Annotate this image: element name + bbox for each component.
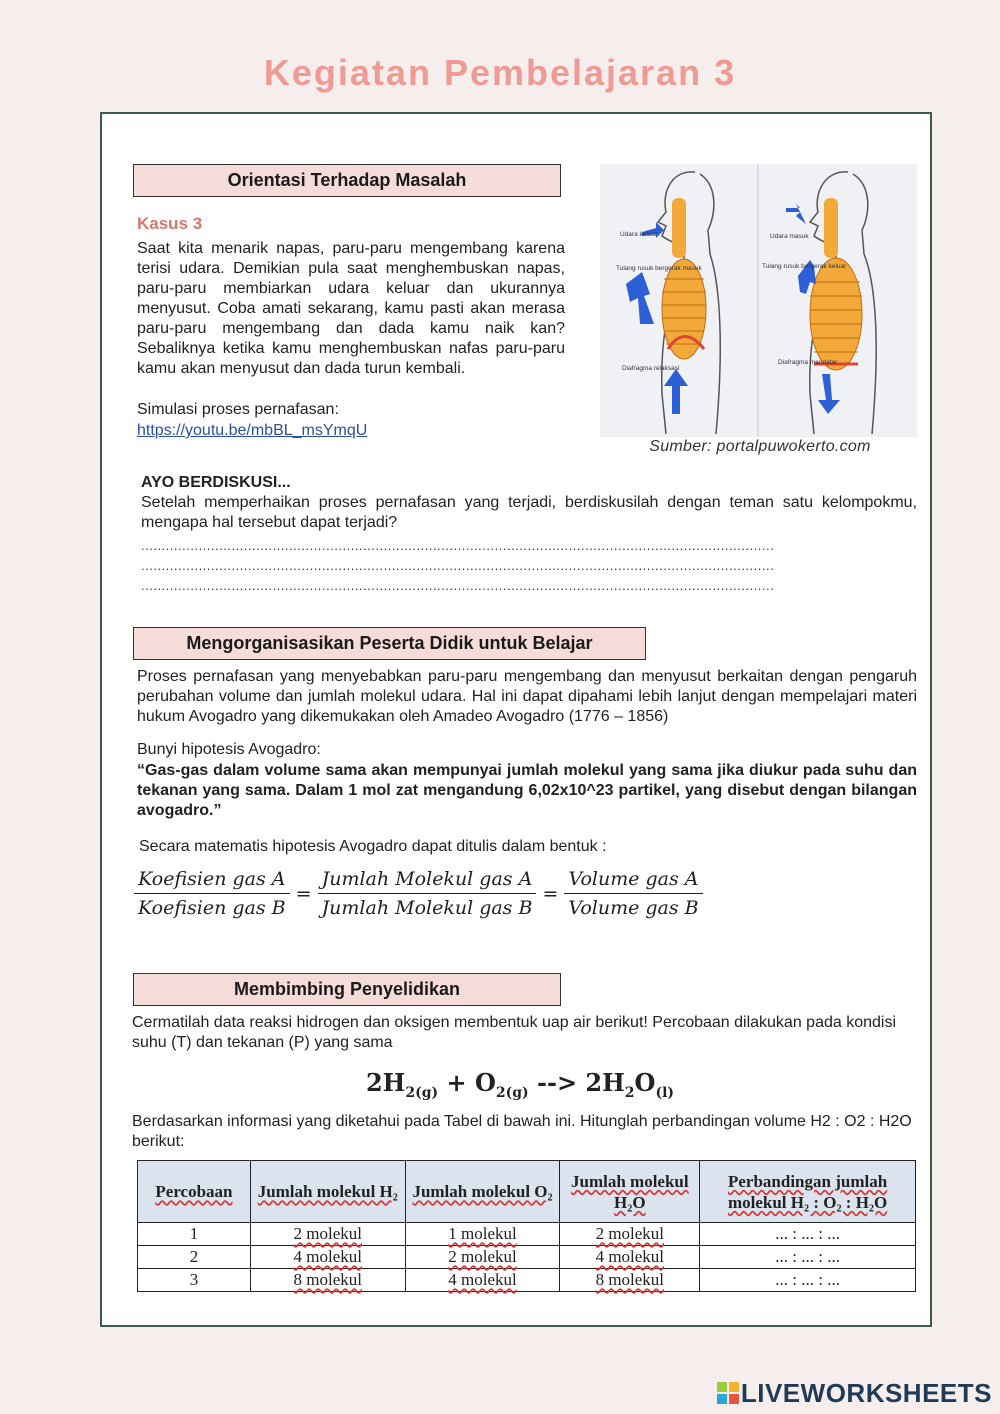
avogadro-formula [134,868,703,919]
answer-line-3[interactable]: .......................................................................................................................................................... [141,578,775,593]
discussion-text: Setelah memperhaikan proses pernafasan yang terjadi, berdiskusilah dengan teman satu kelompokmu, mengapa hal tersebut dapat terjadi? [141,494,917,531]
answer-line-2[interactable]: .......................................................................................................................................................... [141,558,775,573]
header-h2o: Jumlah molekul H₂O [560,1161,700,1223]
section-header-orientasi: Orientasi Terhadap Masalah [133,164,561,197]
logo-icon [717,1382,739,1404]
cell-o2: 2 molekul [405,1246,560,1269]
math-label: Secara matematis hipotesis Avogadro dapat ditulis dalam bentuk : [139,838,607,855]
equals-sign: = [542,882,559,905]
simulation-link[interactable]: https://youtu.be/mbBL_msYmqU [137,422,368,439]
case-text: Saat kita menarik napas, paru-paru mengembang karena terisi udara. Demikian pula saat menghembuskan napas, paru-paru membiarkan udara keluar dan ukurannya menyusut. Coba amati sekarang, kamu pasti akan merasa paru-paru mengembang dan dada kamu naik kan? Sebaliknya ketika kamu menghembuskan nafas paru-paru kamu akan menyusut dan dada turun kembali. [137,240,565,377]
fraction-molecules [318,868,537,919]
label-air-in: Udara masuk [770,233,809,240]
cell-trial: 1 [138,1223,251,1246]
simulation-label: Simulasi proses pernafasan: [137,401,339,418]
cell-o2: 1 molekul [405,1223,560,1246]
cell-trial: 2 [138,1246,251,1269]
cell-ratio-input[interactable]: ... : ... : ... [700,1269,916,1292]
breathing-diagram [600,164,917,437]
cell-ratio-input[interactable]: ... : ... : ... [700,1246,916,1269]
cell-h2: 8 molekul [250,1269,405,1292]
section3-intro: Cermatilah data reaksi hidrogen dan oksigen membentuk uap air berikut! Percobaan dilakukan pada kondisi suhu (T) dan tekanan (P) yang sama [132,1014,897,1051]
hypothesis-statement: “Gas-gas dalam volume sama akan mempunyai jumlah molekul yang sama jika diukur pada suhu dan tekanan yang sama. Dalam 1 mol zat mengandung 6,02x10^23 partikel, yang disebut dengan bilangan avogadro.” [137,762,917,819]
cell-h2o: 4 molekul [560,1246,700,1269]
header-ratio: Perbandingan jumlah molekul H₂ : O₂ : H₂O [700,1161,916,1223]
fraction-volume [564,868,702,919]
page-title: Kegiatan Pembelajaran 3 [263,52,737,93]
cell-h2: 2 molekul [250,1223,405,1246]
exhale-figure [626,172,720,434]
discussion-title: AYO BERDISKUSI... [141,474,291,491]
liveworksheets-logo[interactable] [717,1378,992,1409]
volume-numerator: Volume gas A [564,868,702,894]
fraction-coefficient [134,868,290,919]
molecules-denominator: Jumlah Molekul gas B [321,897,533,919]
cell-h2o: 2 molekul [560,1223,700,1246]
table-header-row [138,1161,916,1223]
header-h2: Jumlah molekul H₂ [250,1161,405,1223]
answer-line-1[interactable]: .......................................................................................................................................................... [141,538,775,553]
label-air-out: Udara keluar [620,231,658,238]
brand-name: LIVEWORKSHEETS [740,1378,992,1408]
table-question: Berdasarkan informasi yang diketahui pada Tabel di bawah ini. Hitunglah perbandingan volume H2 : O2 : H2O berikut: [132,1113,912,1150]
label-ribs-in: Tulang rusuk bergerak masuk [616,265,702,272]
breathing-illustration [600,164,917,437]
coefficient-denominator: Koefisien gas B [138,897,286,919]
molecules-numerator: Jumlah Molekul gas A [318,868,537,894]
section-header-mengorganisasikan: Mengorganisasikan Peserta Didik untuk Belajar [133,627,646,660]
reaction-equation: $2H_{2(g)} + O_{2(g)}$ --> $2H_2O_{(l)}$ [365,1068,675,1101]
table-row [138,1269,916,1292]
label-diaphragm-flat: Diafragma mendatar [778,359,838,366]
cell-h2: 4 molekul [250,1246,405,1269]
image-caption: Sumber: portalpuwokerto.com [649,438,871,455]
equals-sign: = [295,882,312,905]
cell-o2: 4 molekul [405,1269,560,1292]
inhale-figure [786,172,876,434]
cell-trial: 3 [138,1269,251,1292]
cell-ratio-input[interactable]: ... : ... : ... [700,1223,916,1246]
hypothesis-label: Bunyi hipotesis Avogadro: [137,741,321,758]
molecule-table [137,1160,916,1292]
header-percobaan: Percobaan [138,1161,251,1223]
header-o2: Jumlah molekul O₂ [405,1161,560,1223]
volume-denominator: Volume gas B [568,897,699,919]
table-row [138,1223,916,1246]
section-header-membimbing: Membimbing Penyelidikan [133,973,561,1006]
section2-intro: Proses pernafasan yang menyebabkan paru-paru mengembang dan menyusut berkaitan dengan pengaruh perubahan volume dan jumlah molekul udara. Hal ini dapat dipahami lebih lanjut dengan mempelajari materi hukum Avogadro yang dikemukakan oleh Amadeo Avogadro (1776 – 1856) [137,668,917,725]
label-diaphragm-relax: Diafragma relaksasi [622,365,680,372]
table-row [138,1246,916,1269]
coefficient-numerator: Koefisien gas A [134,868,290,894]
cell-h2o: 8 molekul [560,1269,700,1292]
case-title: Kasus 3 [137,214,203,233]
label-ribs-out: Tulang rusuk bergerak keluar [762,263,847,270]
